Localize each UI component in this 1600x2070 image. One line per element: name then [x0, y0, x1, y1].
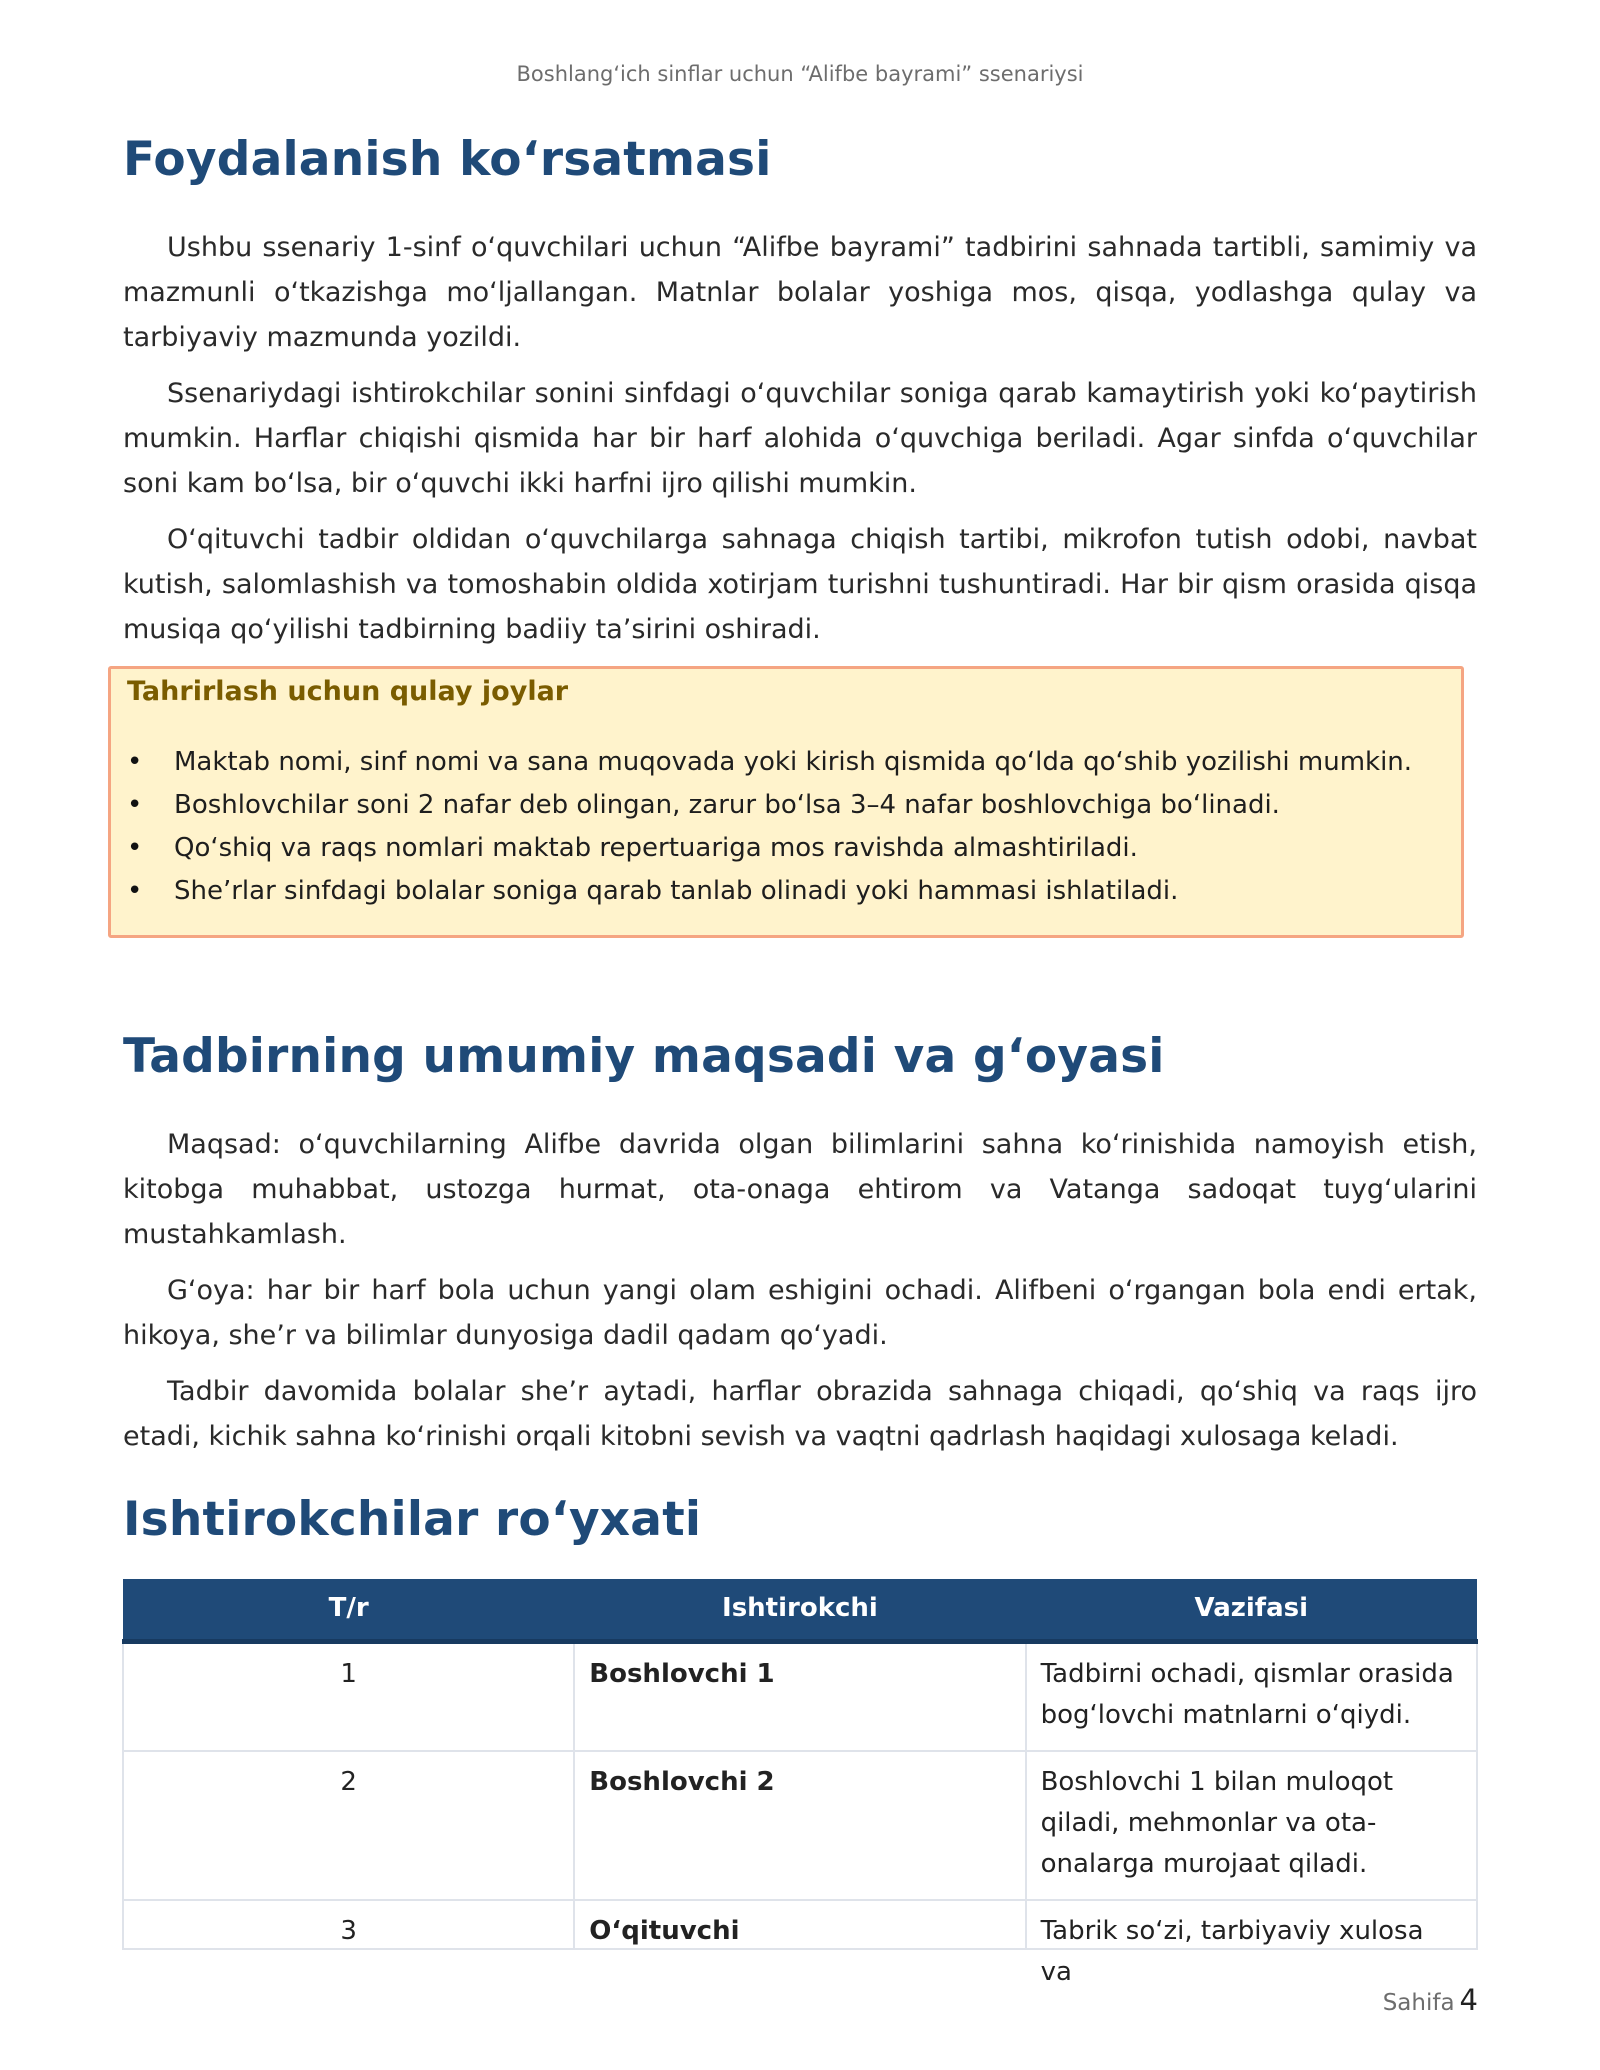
editing-tips-list: [127, 741, 1445, 913]
list-item-text: She’rlar sinfdagi bolalar soniga qarab tanlab olinadi yoki hammasi ishlatiladi.: [174, 876, 1179, 906]
row-number-text: 3: [340, 1915, 357, 1946]
goal-paragraph: G‘oya: har bir harf bola uchun yangi olam eshigini ochadi. Alifbeni o‘rgangan bola endi ertak, hikoya, she’r va bilimlar dunyosiga dadil qadam qo‘yadi.: [123, 1275, 1477, 1351]
goal-paragraph: Maqsad: o‘quvchilarning Alifbe davrida olgan bilimlarini sahna ko‘rinishida namoyish etish, kitobga muhabbat, ustozga hurmat, ota-onaga ehtirom va Vatanga sadoqat tuyg‘ularini mustahkamlash.: [123, 1129, 1477, 1250]
usage-paragraph: Ushbu ssenariy 1-sinf o‘quvchilari uchun “Alifbe bayrami” tadbirini sahnada tartibli, samimiy va mazmunli o‘tkazishga mo‘ljallangan. Matnlar bolalar yoshiga mos, qisqa, yodlashga qulay va tarbiyaviy mazmunda yozildi.: [123, 232, 1477, 353]
bullet-icon: •: [127, 747, 143, 777]
participant-role: [1026, 1900, 1477, 1987]
page-label: Sahifa: [1382, 1990, 1455, 2016]
list-item: [127, 784, 1445, 827]
page-footer: [1383, 1983, 1478, 2017]
table-row: [123, 1900, 1477, 1949]
usage-paragraph: O‘qituvchi tadbir oldidan o‘quvchilarga sahnaga chiqish tartibi, mikrofon tutish odobi, navbat kutish, salomlashish va tomoshabin oldida xotirjam turishni tushuntiradi. Har bir qism orasida qisqa musiqa qo‘yilishi tadbirning badiiy ta’sirini oshiradi.: [123, 524, 1477, 645]
section-heading-usage: Foydalanish ko‘rsatmasi: [123, 132, 772, 187]
list-item-text: Boshlovchilar soni 2 nafar deb olingan, zarur bo‘lsa 3–4 nafar boshlovchiga bo‘linadi.: [174, 790, 1280, 820]
participant-name-text: O‘qituvchi: [589, 1915, 740, 1946]
running-header: Boshlang‘ich sinflar uchun “Alifbe bayrami” ssenariysi: [516, 62, 1084, 86]
row-number: 2: [123, 1751, 574, 1900]
bullet-icon: •: [127, 790, 143, 820]
participant-name: Boshlovchi 2: [574, 1751, 1025, 1900]
list-item: [127, 741, 1445, 784]
column-header-number: T/r: [123, 1579, 574, 1641]
row-number: 1: [123, 1641, 574, 1751]
table-row: [123, 1751, 1477, 1900]
list-item: [127, 827, 1445, 870]
participants-table: [122, 1579, 1478, 1987]
participant-name: [574, 1900, 1025, 1949]
column-header-participant: Ishtirokchi: [574, 1579, 1025, 1641]
section-heading-goal: Tadbirning umumiy maqsadi va g‘oyasi: [123, 1029, 1165, 1084]
column-header-role: Vazifasi: [1026, 1579, 1477, 1641]
list-item-text: Qo‘shiq va raqs nomlari maktab repertuariga mos ravishda almashtiriladi.: [174, 833, 1138, 863]
participant-name: Boshlovchi 1: [574, 1641, 1025, 1751]
row-number: [123, 1900, 574, 1949]
list-item: [127, 870, 1445, 913]
list-item-text: Maktab nomi, sinf nomi va sana muqovada yoki kirish qismida qo‘lda qo‘shib yozilishi mumkin.: [174, 747, 1413, 777]
participant-role: Tadbirni ochadi, qismlar orasida bog‘lovchi matnlarni o‘qiydi.: [1026, 1641, 1477, 1751]
participant-role-text: Tabrik so‘zi, tarbiyaviy xulosa va: [1040, 1915, 1424, 1987]
goal-paragraph: Tadbir davomida bolalar she’r aytadi, harflar obrazida sahnaga chiqadi, qo‘shiq va raqs ijro etadi, kichik sahna ko‘rinishi orqali kitobni sevish va vaqtni qadrlash haqidagi xulosaga keladi.: [123, 1376, 1477, 1452]
editing-tips-title: Tahrirlash uchun qulay joylar: [127, 676, 569, 707]
bullet-icon: •: [127, 876, 143, 906]
page-number: 4: [1459, 1983, 1478, 2017]
page-content: [123, 125, 1477, 1987]
section-heading-participants: Ishtirokchilar ro‘yxati: [123, 1492, 702, 1547]
participant-role: Boshlovchi 1 bilan muloqot qiladi, mehmonlar va ota-onalarga murojaat qiladi.: [1026, 1751, 1477, 1900]
table-row: [123, 1641, 1477, 1751]
editing-tips-box: [108, 666, 1464, 938]
usage-paragraph: Ssenariydagi ishtirokchilar sonini sinfdagi o‘quvchilar soniga qarab kamaytirish yoki ko‘paytirish mumkin. Harflar chiqishi qismida har bir harf alohida o‘quvchiga beriladi. Agar sinfda o‘quvchilar soni kam bo‘lsa, bir o‘quvchi ikki harfni ijro qilishi mumkin.: [123, 378, 1477, 499]
table-header-row: [123, 1579, 1477, 1641]
bullet-icon: •: [127, 833, 143, 863]
